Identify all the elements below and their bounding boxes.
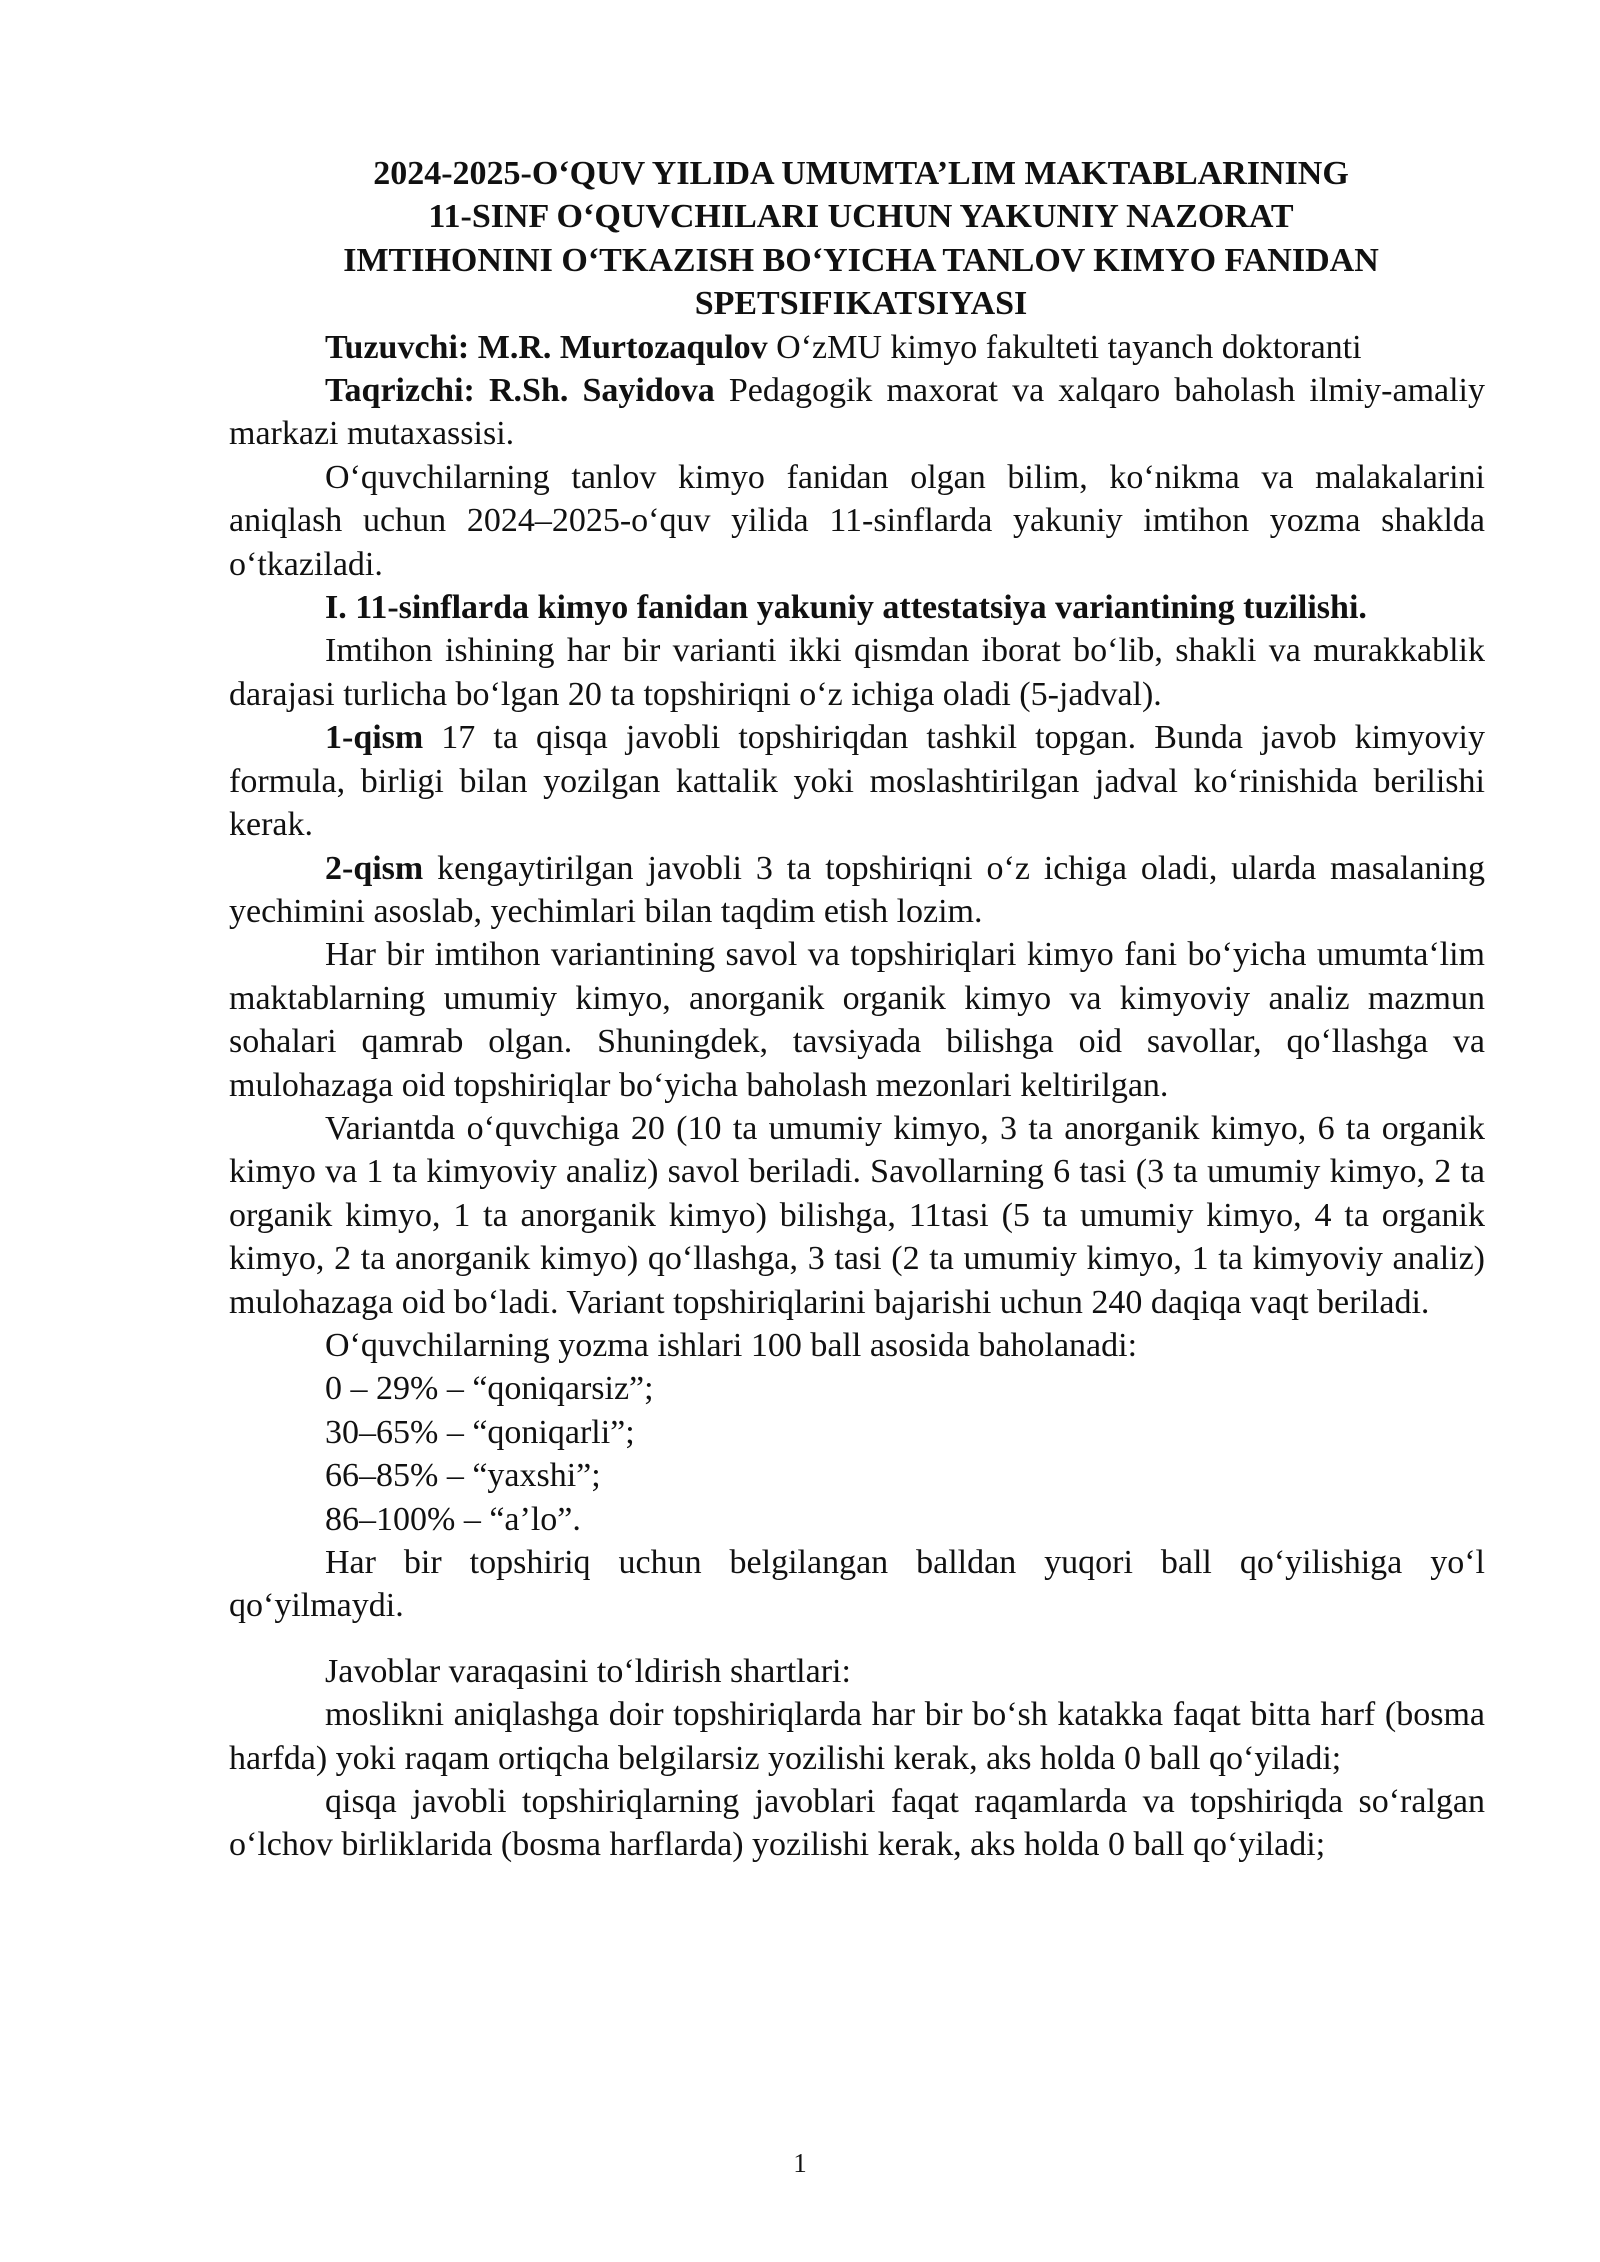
- grade-item: 66–85% – “yaxshi”;: [325, 1457, 601, 1495]
- grade-item: 30–65% – “qoniqarli”;: [325, 1413, 635, 1451]
- title-line-2: 11-SINF O‘QUVCHILARI UCHUN YAKUNIY NAZORAT: [428, 198, 1294, 236]
- intro-paragraph: O‘quvchilarning tanlov kimyo fanidan olgan bilim, ko‘nikma va malakalarini aniqlash uchun 2024–2025-o‘quv yilida 11-sinflarda yakuniy imtihon yozma shaklda o‘tkaziladi.: [229, 458, 1485, 583]
- reviewer-line: [229, 369, 1485, 456]
- paragraph-gap: [229, 1628, 1485, 1650]
- author-affiliation: O‘zMU kimyo fakulteti tayanch doktoranti: [767, 328, 1362, 366]
- answer-rule-short-answer: qisqa javobli topshiriqlarning javoblari faqat raqamlarda va topshiriqda so‘ralgan o‘lchov birliklarida (bosma harflarda) yozilishi kerak, aks holda 0 ball qo‘yiladi;: [229, 1783, 1485, 1864]
- document-title: [229, 152, 1485, 326]
- max-score-note: Har bir topshiriq uchun belgilangan balldan yuqori ball qo‘yilishiga yo‘l qo‘yilmaydi.: [229, 1544, 1485, 1625]
- distribution-paragraph: Variantda o‘quvchiga 20 (10 ta umumiy kimyo, 3 ta anorganik kimyo, 6 ta organik kimyo va 1 ta kimyoviy analiz) savol beriladi. Savollarning 6 tasi (3 ta umumiy kimyo, 2 ta organik kimyo, 1 ta anorganik kimyo) bilishga, 11tasi (5 ta umumiy kimyo, 4 ta organik kimyo, 2 ta anorganik kimyo) qo‘llashga, 3 tasi (2 ta umumiy kimyo, 1 ta kimyoviy analiz) mulohazaga oid bo‘ladi. Variant topshiriqlarini bajarishi uchun 240 daqiqa vaqt beriladi.: [229, 1109, 1485, 1321]
- document-body: [229, 152, 1485, 1867]
- part2-paragraph: [229, 847, 1485, 934]
- author-line: [229, 326, 1485, 369]
- title-line-3: IMTIHONINI O‘TKAZISH BO‘YICHA TANLOV KIMYO FANIDAN: [343, 241, 1379, 279]
- author-label: Tuzuvchi: M.R. Murtozaqulov: [325, 328, 768, 366]
- reviewer-label: Taqrizchi: R.Sh. Sayidova: [325, 372, 715, 410]
- title-line-4: SPETSIFIKATSIYASI: [694, 285, 1028, 323]
- part1-paragraph: [229, 716, 1485, 846]
- part1-text: 17 ta qisqa javobli topshiriqdan tashkil topgan. Bunda javob kimyoviy formula, birligi bilan yozilgan kattalik yoki moslashtirilgan jadval ko‘rinishida berilishi kerak.: [229, 719, 1485, 844]
- section-heading-structure: I. 11-sinflarda kimyo fanidan yakuniy attestatsiya variantining tuzilishi.: [325, 589, 1367, 627]
- part2-text: kengaytirilgan javobli 3 ta topshiriqni o‘z ichiga oladi, ularda masalaning yechimini asoslab, yechimlari bilan taqdim etish lozim.: [229, 849, 1485, 930]
- part1-label: 1-qism: [325, 719, 424, 757]
- title-line-1: 2024-2025-O‘QUV YILIDA UMUMTA’LIM MAKTABLARINING: [373, 155, 1349, 192]
- grading-intro: O‘quvchilarning yozma ishlari 100 ball asosida baholanadi:: [325, 1326, 1138, 1364]
- answer-sheet-heading: Javoblar varaqasini to‘ldirish shartlari:: [325, 1652, 851, 1690]
- grade-item: 86–100% – “a’lo”.: [325, 1500, 581, 1538]
- page-number: 1: [793, 2148, 807, 2178]
- content-areas-paragraph: Har bir imtihon variantining savol va topshiriqlari kimyo fani bo‘yicha umumta‘lim maktablarning umumiy kimyo, anorganik organik kimyo va kimyoviy analiz mazmun sohalari qamrab olgan. Shuningdek, tavsiyada bilishga oid savollar, qo‘llashga va mulohazaga oid topshiriqlar bo‘yicha baholash mezonlari keltirilgan.: [229, 936, 1485, 1104]
- structure-paragraph: Imtihon ishining har bir varianti ikki qismdan iborat bo‘lib, shakli va murakkablik darajasi turlicha bo‘lgan 20 ta topshiriqni o‘z ichiga oladi (5-jadval).: [229, 632, 1485, 713]
- part2-label: 2-qism: [325, 849, 424, 887]
- answer-rule-matching: moslikni aniqlashga doir topshiriqlarda har bir bo‘sh katakka faqat bitta harf (bosma harfda) yoki raqam ortiqcha belgilarsiz yozilishi kerak, aks holda 0 ball qo‘yiladi;: [229, 1696, 1485, 1777]
- grade-item: 0 – 29% – “qoniqarsiz”;: [325, 1370, 654, 1408]
- reviewer-affiliation: Pedagogik maxorat va xalqaro baholash ilmiy-amaliy markazi mutaxassisi.: [229, 372, 1486, 453]
